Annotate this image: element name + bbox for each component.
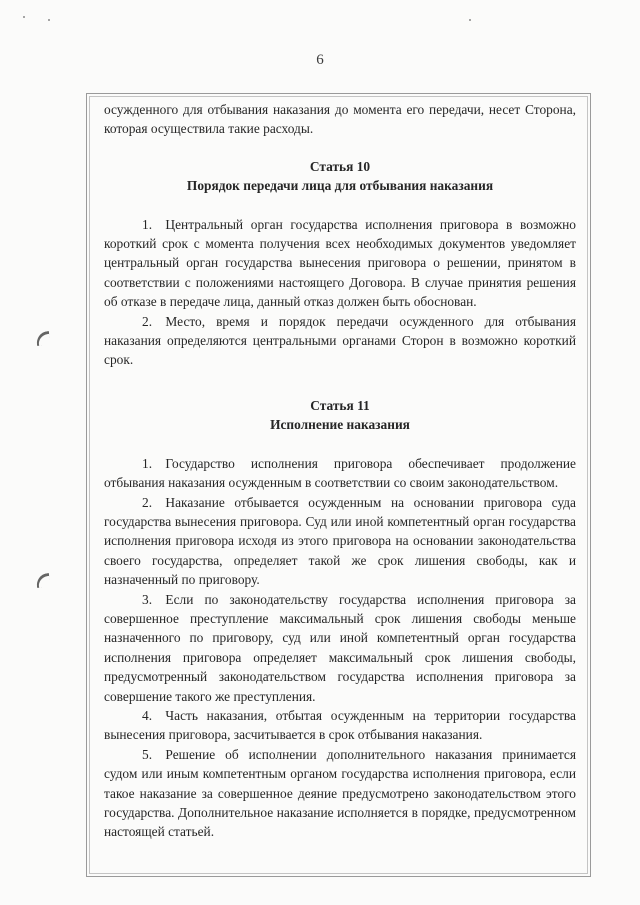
article-number: Статья 11 <box>310 397 370 413</box>
scan-speck <box>48 19 50 21</box>
scan-speck <box>23 16 25 18</box>
punch-hole-mark <box>35 331 51 346</box>
article-paragraph: 5. Решение об исполнении дополнительного наказания принимается судом или иным компетентным органом государства исполнения приговора, если такое наказание за совершенное деяние предусмотрено законодательством этого государства. Дополнительное наказание исполняется в порядке, предусмотренном настоящей статьей. <box>104 746 576 840</box>
article-number: Статья 10 <box>309 158 371 174</box>
article-title: Порядок передачи лица для отбывания наказания <box>186 178 494 194</box>
article-paragraph: 4. Часть наказания, отбытая осужденным на территории государства вынесения приговора, засчитывается в срок отбывания наказания. <box>104 707 576 743</box>
article-10 <box>104 157 576 370</box>
article-paragraph: 3. Если по законодательству государства исполнения приговора за совершенное преступление максимальный срок лишения свободы меньше назначенного по приговору, суд или иной компетентный орган государства исполнения приговора определяет максимальный срок лишения свободы, предусмотренный законодательством государства исполнения приговора за совершение такого же преступления. <box>104 591 576 704</box>
article-11 <box>104 396 576 842</box>
page-number: 6 <box>316 52 324 68</box>
article-paragraph: 1. Государство исполнения приговора обеспечивает продолжение отбывания наказания осужденным в соответствии со своим законодательством. <box>104 455 576 491</box>
intro-paragraph: осужденного для отбывания наказания до момента его передачи, несет Сторона, которая осуществила такие расходы. <box>104 102 576 137</box>
scan-speck <box>469 19 471 21</box>
article-paragraph: 2. Наказание отбывается осужденным на основании приговора суда государства вынесения приговора. Суд или иной компетентный орган государства исполнения приговора исходя из этого приговора на основании законодательства своего государства, определяет такой же срок лишения свободы, как и назначенный по приговору. <box>104 494 576 588</box>
document-body <box>104 100 576 868</box>
article-title: Исполнение наказания <box>270 417 410 433</box>
article-paragraph: 2. Место, время и порядок передачи осужденного для отбывания наказания определяются центральными органами Сторон в возможно короткий срок. <box>104 313 576 368</box>
article-paragraph: 1. Центральный орган государства исполнения приговора в возможно короткий срок с момента получения всех необходимых документов уведомляет центральный орган государства вынесения приговора о решении, принятом в соответствии с положениями настоящего Договора. В случае принятия решения об отказе в передаче лица, данный отказ должен быть обоснован. <box>104 216 576 310</box>
punch-hole-mark <box>35 573 51 588</box>
